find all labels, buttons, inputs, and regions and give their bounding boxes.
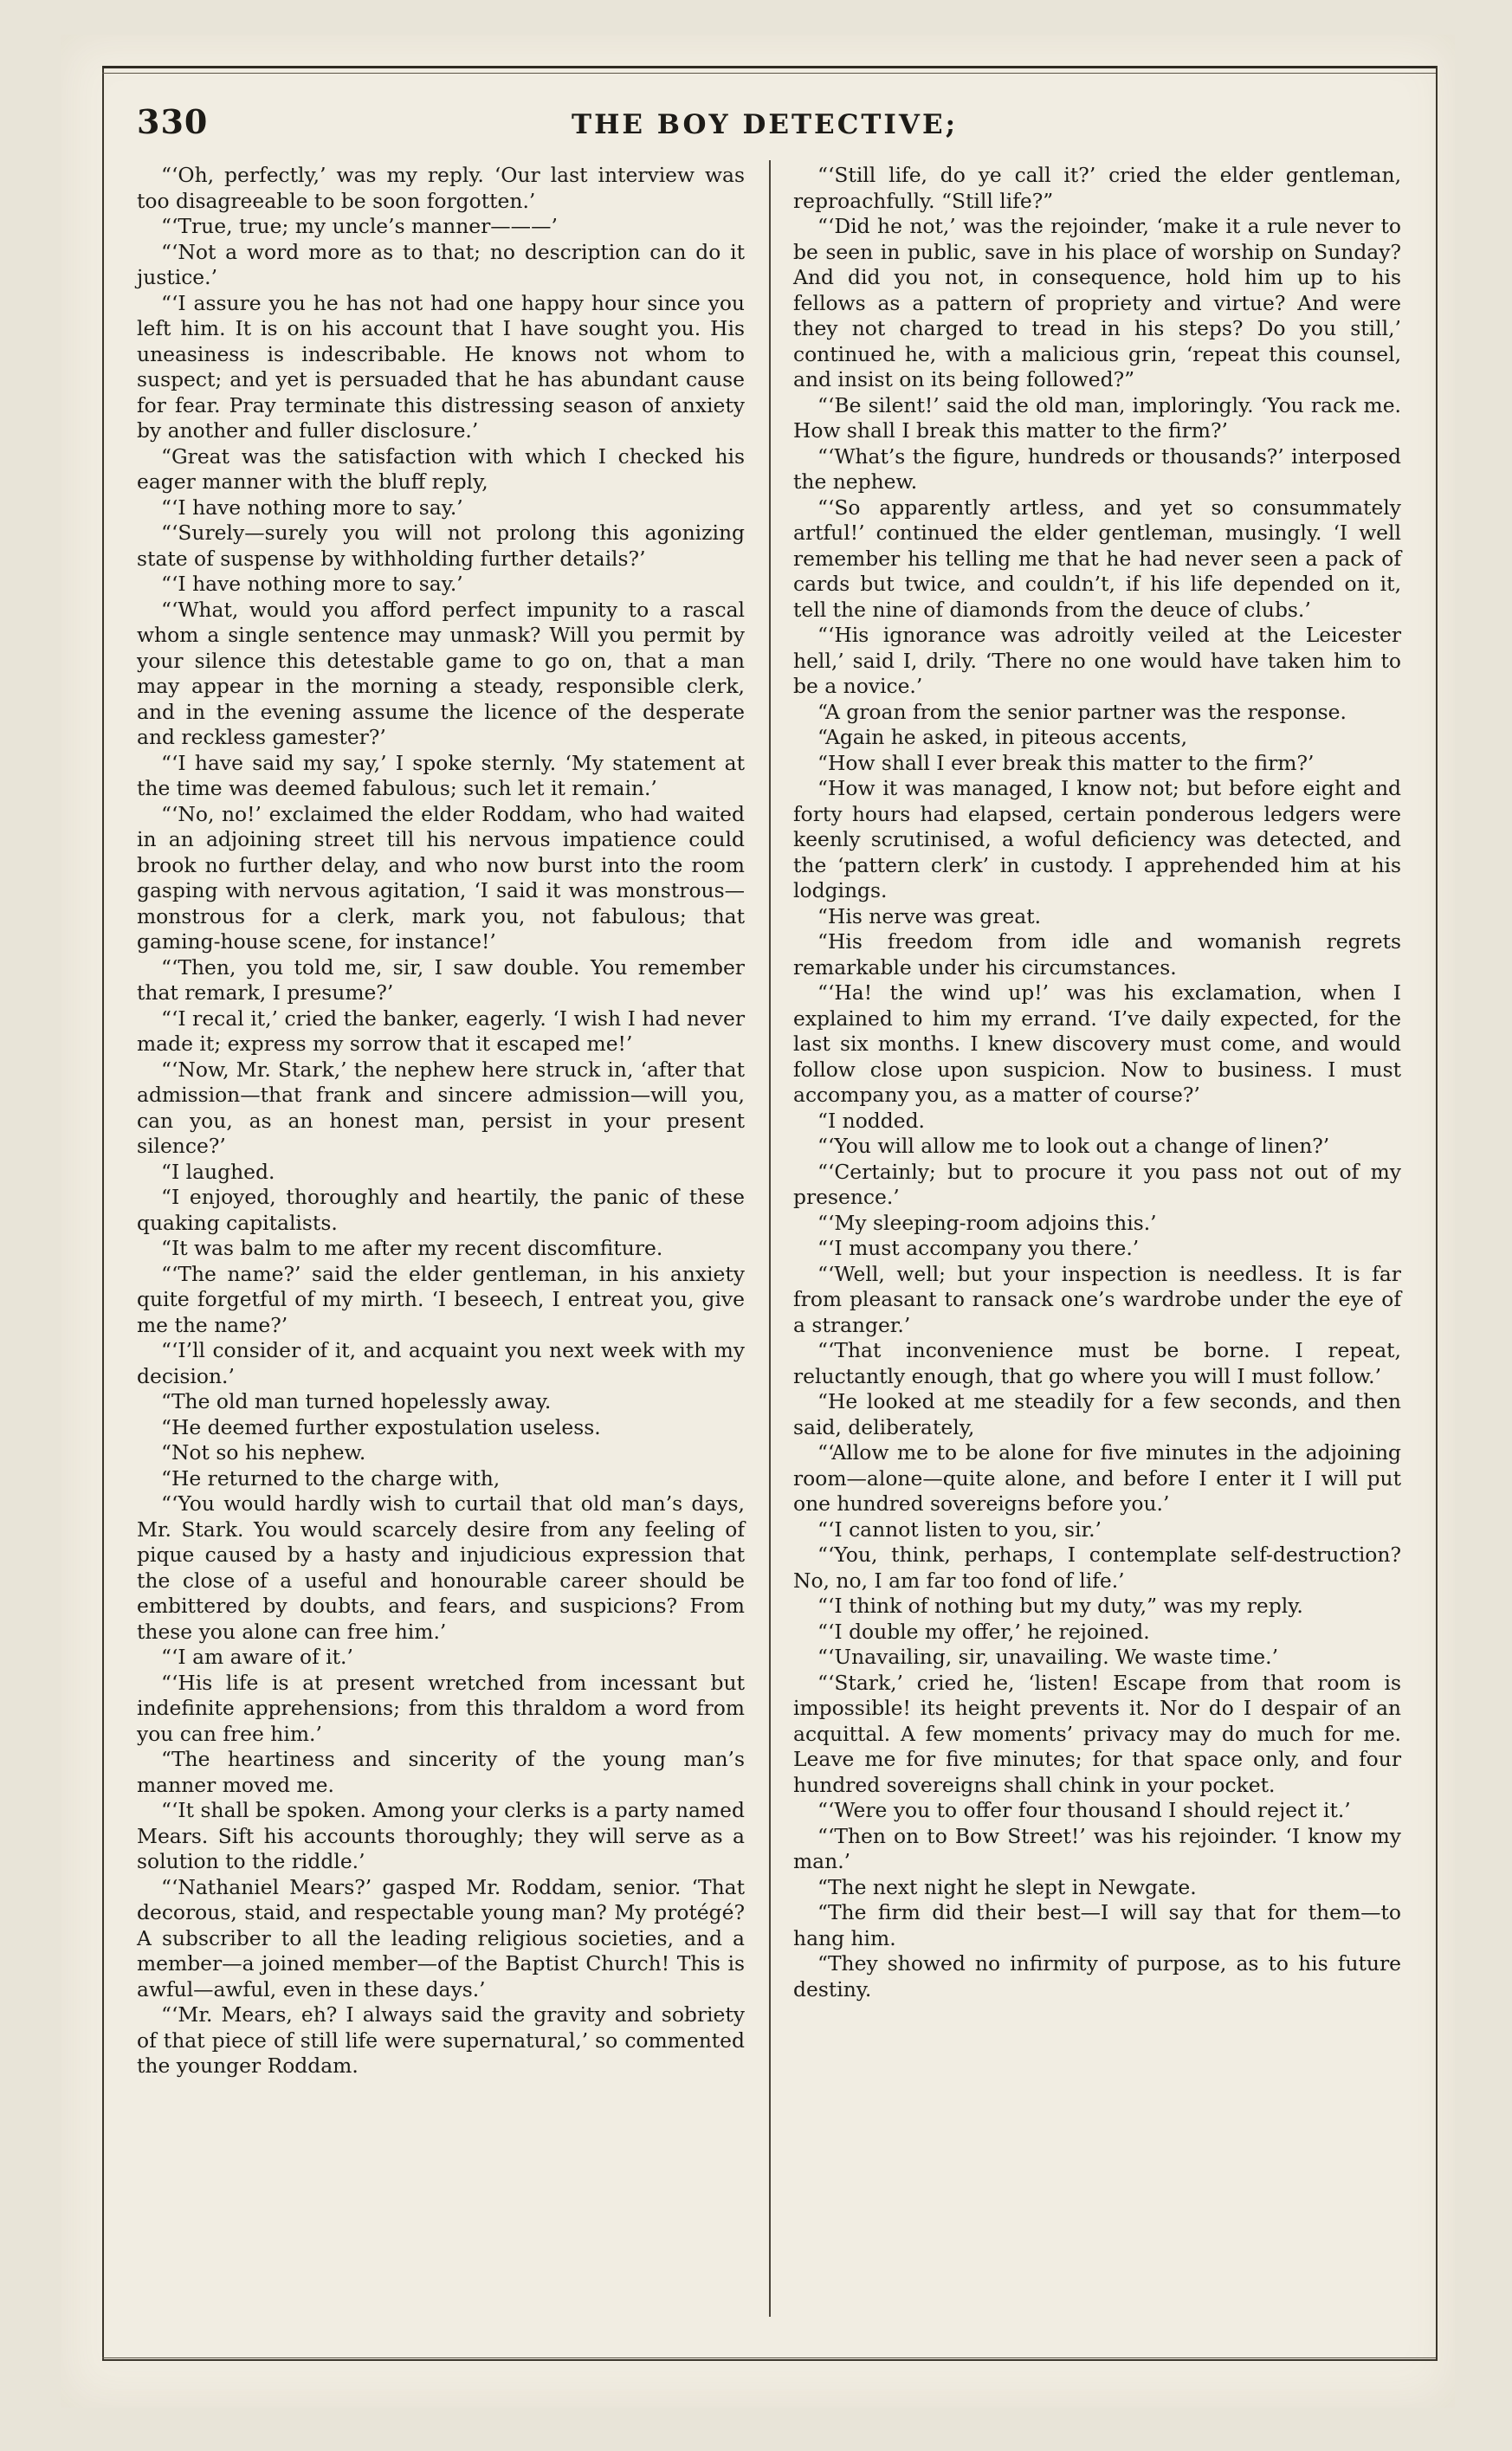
paragraph: “‘Unavailing, sir, unavailing. We waste time.’ [817, 1645, 1279, 1669]
paragraph: “Again he asked, in piteous accents, [817, 725, 1188, 749]
paragraph: “‘True, true; my uncle’s manner———’ [161, 214, 558, 238]
paragraph: “‘Oh, perfectly,’ was my reply. ‘Our last interview was too disagreeable to be soon forgotten.’ [137, 163, 745, 213]
paragraph: “‘Surely—surely you will not prolong this agonizing state of suspense by withholding further details?’ [137, 521, 745, 571]
paragraph: “‘I must accompany you there.’ [817, 1236, 1140, 1260]
paragraph: “‘I’ll consider of it, and acquaint you next week with my decision.’ [137, 1338, 745, 1388]
paragraph: “‘You, think, perhaps, I contemplate self-destruction? No, no, I am far too fond of life.’ [793, 1542, 1401, 1593]
bottom-rule [102, 2357, 1436, 2358]
paragraph: “‘What, would you afford perfect impunity to a rascal whom a single sentence may unmask? Will you permit by your silence this detestable game to go on, that a man may appear in the morning a steady, responsible clerk, and in the evening assume the licence of the desperate and reckless gamester?’ [137, 597, 745, 749]
paragraph: “‘Then, you told me, sir, I saw double. You remember that remark, I presume?’ [137, 954, 745, 1005]
paragraph: “‘So apparently artless, and yet so consummately artful!’ continued the elder gentleman, musingly. ‘I well remember his telling me that he had never seen a pack of cards but twice, and couldn’t, if his life depended on it, tell the nine of diamonds from the deuce of clubs.’ [793, 495, 1401, 622]
paragraph: “‘His ignorance was adroitly veiled at the Leicester hell,’ said I, drily. ‘There no one would have taken him to be a novice.’ [793, 623, 1401, 698]
paragraph: “‘You would hardly wish to curtail that old man’s days, Mr. Stark. You would scarcely desire from any feeling of pique caused by a hasty and injudicious expression that the close of a useful and honourable career should be embittered by doubts, and fears, and suspicions? From these you alone can free him.’ [137, 1491, 745, 1644]
paragraph: “‘Did he not,’ was the rejoinder, ‘make it a rule never to be seen in public, save in his place of worship on Sunday? And did you not, in consequence, hold him up to his fellows as a pattern of propriety and virtue? And were they not charged to tread in his steps? Do you still,’ continued he, with a malicious grin, ‘repeat this counsel, and insist on its being followed?” [793, 214, 1401, 391]
paragraph: “He returned to the charge with, [161, 1465, 501, 1491]
paragraph: “The next night he slept in Newgate. [817, 1874, 1197, 1899]
paragraph: “‘Then on to Bow Street!’ was his rejoinder. ‘I know my man.’ [793, 1823, 1401, 1873]
paragraph: “‘I am aware of it.’ [161, 1645, 353, 1669]
paragraph: “‘I think of nothing but my duty,” was my reply. [817, 1594, 1303, 1618]
paragraph: “How it was managed, I know not; but before eight and forty hours had elapsed, certain ponderous ledgers were keenly scrutinised, a woful deficiency was detected, and the ‘pattern clerk’ in custody. I apprehended him at his lodgings. [793, 776, 1401, 902]
paragraph: “I nodded. [817, 1108, 925, 1133]
paragraph: “The heartiness and sincerity of the young man’s manner moved me. [137, 1747, 745, 1797]
paragraph: “‘His life is at present wretched from incessant but indefinite apprehensions; from this thraldom a word from you can free him.’ [137, 1670, 745, 1746]
paragraph: “‘That inconvenience must be borne. I repeat, reluctantly enough, that go where you will I must follow.’ [793, 1338, 1401, 1388]
paragraph: “His freedom from idle and womanish regrets remarkable under his circumstances. [793, 929, 1401, 980]
paragraph: “‘I have nothing more to say.’ [161, 572, 463, 596]
running-title: THE BOY DETECTIVE; [572, 109, 959, 140]
paragraph: “I enjoyed, thoroughly and heartily, the panic of these quaking capitalists. [137, 1185, 745, 1235]
paragraph: “Not so his nephew. [161, 1440, 366, 1465]
paragraph: “The old man turned hopelessly away. [161, 1389, 552, 1413]
paragraph: “I laughed. [161, 1159, 275, 1184]
paragraph: “‘Nathaniel Mears?’ gasped Mr. Roddam, senior. ‘That decorous, staid, and respectable young man? My protégé? A subscriber to all the leading religious societies, and a member—a joined member—of the Baptist Church! This is awful—awful, even in these days.’ [137, 1874, 745, 2002]
paragraph: “‘My sleeping-room adjoins this.’ [817, 1210, 1157, 1235]
paragraph: “‘Allow me to be alone for five minutes in the adjoining room—alone—quite alone, and before I enter it I will put one hundred sovereigns before you.’ [793, 1440, 1401, 1516]
paragraph: “‘Ha! the wind up!’ was his exclamation, when I explained to him my errand. ‘I’ve daily expected, for the last six months. I knew discovery must come, and would follow close upon suspicion. Now to business. I must accompany you, as a matter of course?’ [793, 980, 1401, 1107]
paragraph: “‘Not a word more as to that; no description can do it justice.’ [137, 239, 745, 289]
paragraph: “His nerve was great. [817, 903, 1042, 928]
paragraph: “‘Were you to offer four thousand I should reject it.’ [817, 1798, 1351, 1822]
paragraph: “‘I assure you he has not had one happy hour since you left him. It is on his account that I have sought you. His uneasiness is indescribable. He knows not whom to suspect; and yet is persuaded that he has abundant cause for fear. Pray terminate this distressing season of anxiety by another and fuller disclosure.’ [137, 290, 745, 443]
paragraph: “‘Now, Mr. Stark,’ the nephew here struck in, ‘after that admission—that frank and sincere admission—will you, can you, as an honest man, persist in your present silence?’ [137, 1057, 745, 1158]
top-rule [102, 66, 1436, 68]
paragraph: “A groan from the senior partner was the response. [817, 699, 1347, 724]
column-divider [769, 160, 771, 2317]
paragraph: “Great was the satisfaction with which I checked his eager manner with the bluff reply, [137, 443, 745, 494]
paragraph: “The firm did their best—I will say that for them—to hang him. [793, 1900, 1401, 1950]
paragraph: “He looked at me steadily for a few seconds, and then said, deliberately, [793, 1389, 1401, 1439]
paragraph: “‘Mr. Mears, eh? I always said the gravity and sobriety of that piece of still life were supernatural,’ so commented the younger Roddam. [137, 2002, 745, 2078]
paragraph: “‘What’s the figure, hundreds or thousands?’ interposed the nephew. [793, 443, 1401, 494]
paragraph: “He deemed further expostulation useless. [161, 1414, 601, 1439]
left-column [137, 163, 745, 2079]
page-number: 330 [137, 102, 209, 141]
right-column [793, 163, 1401, 2002]
paragraph: “‘Be silent!’ said the old man, imploringly. ‘You rack me. How shall I break this matter to the firm?’ [793, 392, 1401, 443]
paragraph: “‘Stark,’ cried he, ‘listen! Escape from that room is impossible! its height prevents it. Nor do I despair of an acquittal. A few moments’ privacy may do much for me. Leave me for five minutes; for that space only, and four hundred sovereigns shall chink in your pocket. [793, 1670, 1401, 1797]
paragraph: “‘I cannot listen to you, sir.’ [817, 1517, 1102, 1542]
paragraph: “‘I have nothing more to say.’ [161, 495, 463, 520]
paragraph: “‘You will allow me to look out a change of linen?’ [817, 1134, 1330, 1158]
paragraph: “‘No, no!’ exclaimed the elder Roddam, who had waited in an adjoining street till his nervous impatience could brook no further delay, and who now burst into the room gasping with nervous agitation, ‘I said it was monstrous—monstrous for a clerk, mark you, not fabulous; that gaming-house scene, for instance!’ [137, 801, 745, 954]
paragraph: “‘I recal it,’ cried the banker, eagerly. ‘I wish I had never made it; express my sorrow that it escaped me!’ [137, 1006, 745, 1056]
paragraph: “‘The name?’ said the elder gentleman, in his anxiety quite forgetful of my mirth. ‘I beseech, I entreat you, give me the name?’ [137, 1261, 745, 1337]
paragraph: “‘Still life, do ye call it?’ cried the elder gentleman, reproachfully. “Still life?” [793, 163, 1401, 213]
paragraph: “How shall I ever break this matter to the firm?’ [817, 750, 1315, 775]
paragraph: “They showed no infirmity of purpose, as to his future destiny. [793, 1951, 1401, 2002]
paragraph: “‘Certainly; but to procure it you pass not out of my presence.’ [793, 1159, 1401, 1209]
paragraph: “It was balm to me after my recent discomfiture. [161, 1236, 663, 1260]
paragraph: “‘Well, well; but your inspection is needless. It is far from pleasant to ransack one’s wardrobe under the eye of a stranger.’ [793, 1261, 1401, 1337]
paragraph: “‘It shall be spoken. Among your clerks is a party named Mears. Sift his accounts thoroughly; they will serve as a solution to the riddle.’ [137, 1798, 745, 1873]
paragraph: “‘I have said my say,’ I spoke sternly. ‘My statement at the time was deemed fabulous; such let it remain.’ [137, 750, 745, 800]
paragraph: “‘I double my offer,’ he rejoined. [817, 1619, 1150, 1644]
top-rule-thin [102, 73, 1436, 74]
